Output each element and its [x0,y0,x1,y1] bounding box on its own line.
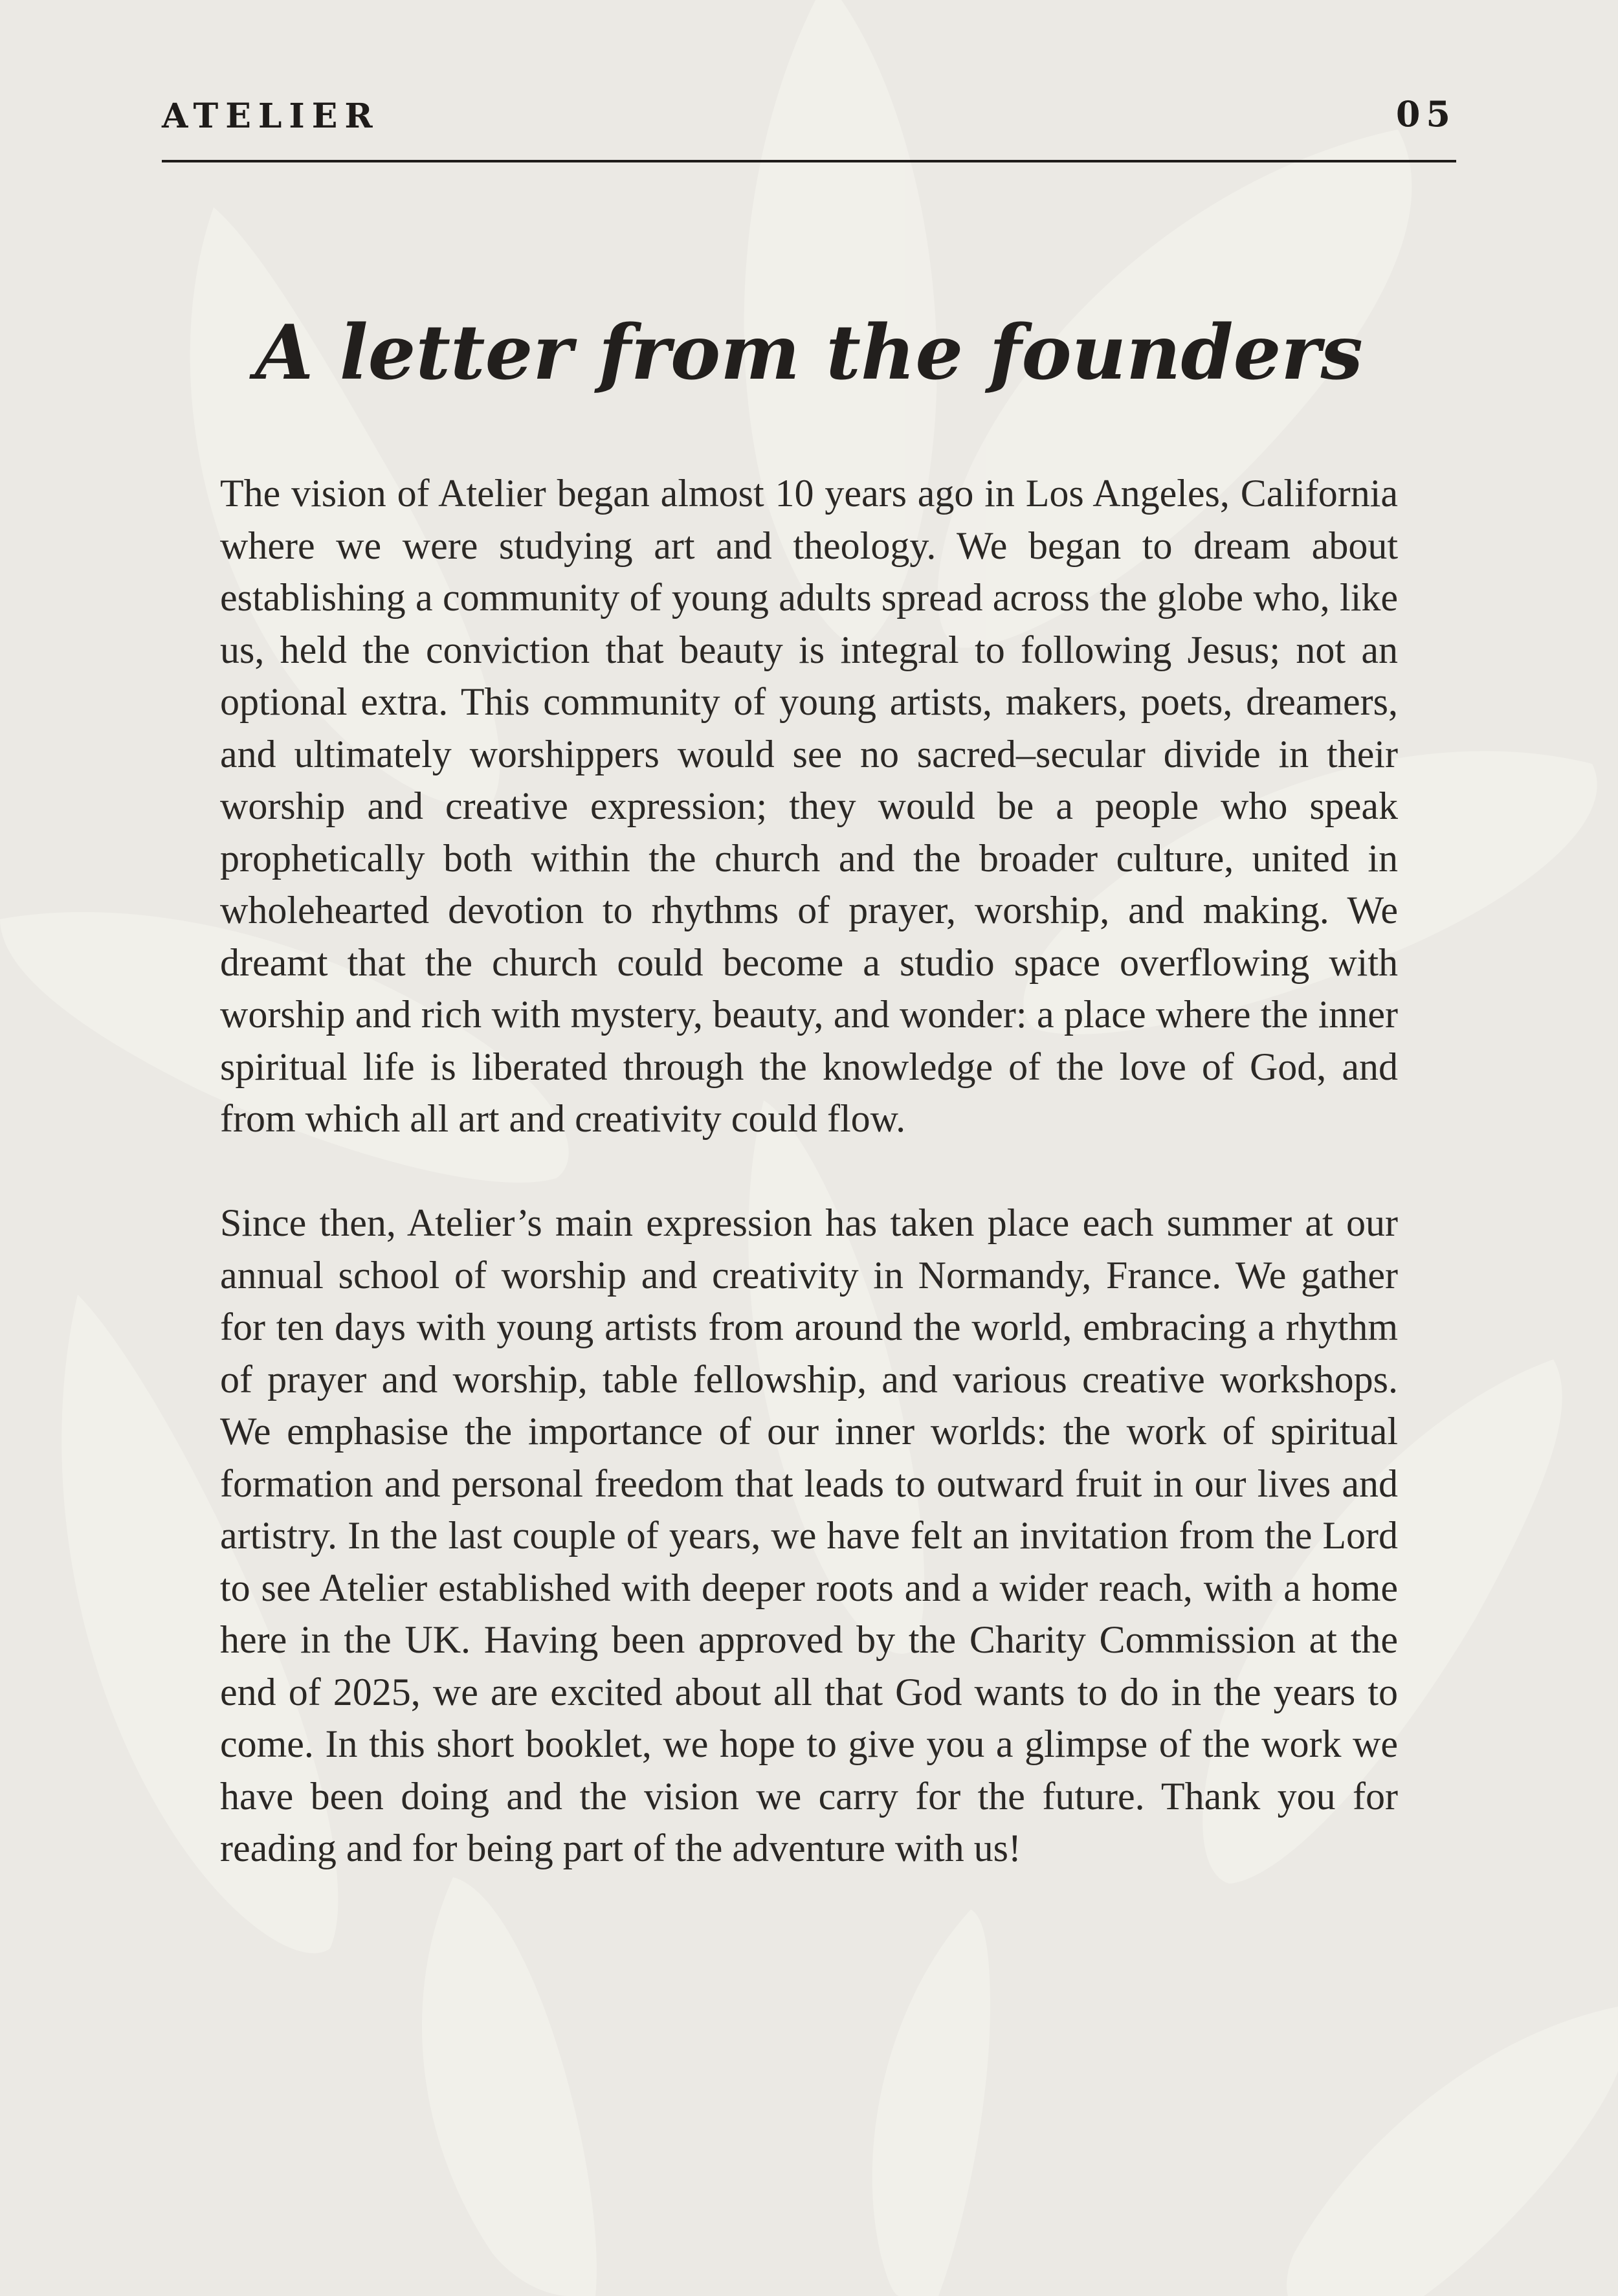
letter-body [220,467,1398,1926]
page-number: 05 [1395,93,1456,135]
page-header [162,94,1456,139]
page-title: A letter from the founders [255,309,1363,397]
brand-name: ATELIER [162,96,380,136]
header-divider [162,160,1456,162]
letter-paragraph: The vision of Atelier began almost 10 years ago in Los Angeles, California where we were studying art and theology. We began to dream about establishing a community of young adults spread across the globe who, like us, held the conviction that beauty is integral to following Jesus; not an optional extra. This community of young artists, makers, poets, dreamers, and ultimately worshippers would see no sacred–secular divide in their worship and creative expression; they would be a people who speak prophetically both within the church and the broader culture, united in wholehearted devotion to rhythms of prayer, worship, and making. We dreamt that the church could become a studio space overflowing with worship and rich with mystery, beauty, and wonder: a place where the inner spiritual life is liberated through the knowledge of the love of God, and from which all art and creativity could flow. [220,472,1398,1140]
letter-paragraph: Since then, Atelier’s main expression has taken place each summer at our annual school of worship and creativity in Normandy, France. We gather for ten days with young artists from around the world, embracing a rhythm of prayer and worship, table fellowship, and various creative workshops. We emphasise the importance of our inner worlds: the work of spiritual formation and personal freedom that leads to outward fruit in our lives and artistry. In the last couple of years, we have felt an invitation from the Lord to see Atelier established with deeper roots and a wider reach, with a home here in the UK. Having been approved by the Charity Commission at the end of 2025, we are excited about all that God wants to do in the years to come. In this short booklet, we hope to give you a glimpse of the work we have been doing and the vision we carry for the future. Thank you for reading and for being part of the adventure with us! [220,1201,1398,1869]
